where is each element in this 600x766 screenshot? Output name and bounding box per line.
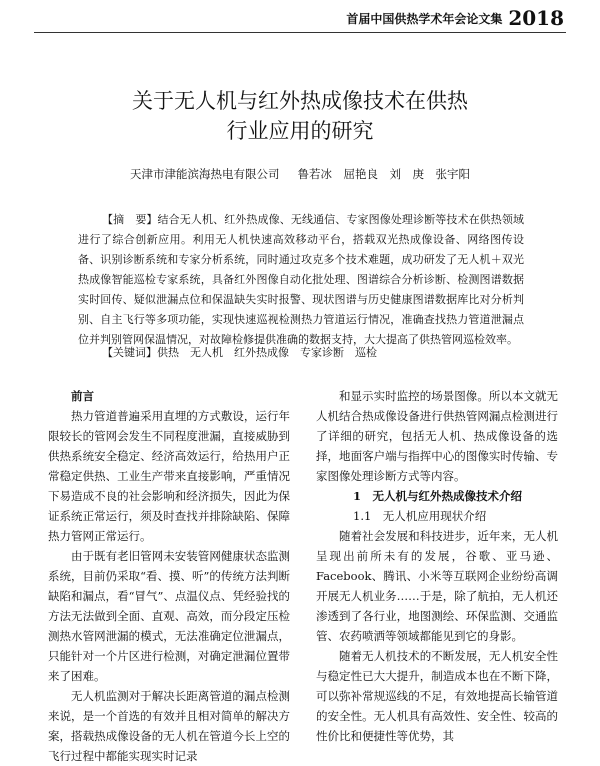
title-line-1: 关于无人机与红外热成像技术在供热	[132, 89, 468, 113]
abstract	[78, 210, 524, 350]
right-column	[316, 386, 558, 746]
subsection-heading-1-1: 1.1 无人机应用现状介绍	[353, 509, 487, 523]
author-line	[0, 166, 600, 182]
keywords-text: 供热 无人机 红外热成像 专家诊断 巡检	[157, 346, 377, 359]
body-paragraph: 随着无人机技术的不断发展，无人机安全性与稳定性已大大提升，制造成本也在不断下降，可以弥补常规巡线的不足，有效地提高长输管道的安全性。无人机具有高效性、安全性、较高的性价比和便捷性等优势，其	[316, 649, 558, 743]
header-rule	[34, 32, 566, 33]
body-paragraph: 热力管道普遍采用直埋的方式敷设，运行年限较长的管网会发生不同程度泄漏，直接威胁到供热系统安全稳定、经济高效运行，给热用户正常稳定供热、工业生产带来直接影响，严重情况下易造成不良的社会影响和经济损失，因此为保证系统正常运行，须及时查找并排除缺陷、保障热力管网正常运行。	[48, 409, 290, 543]
left-column	[48, 386, 290, 766]
running-head-title: 首届中国供热学术年会论文集	[346, 12, 503, 26]
paper-title	[0, 86, 600, 146]
keywords	[102, 344, 522, 360]
running-head-year: 2018	[508, 6, 564, 30]
abstract-text: 结合无人机、红外热成像、无线通信、专家图像处理诊断等技术在供热领域进行了综合创新应用。利用无人机快速高效移动平台，搭载双光热成像设备、网络图传设备、识别诊断系统和专家分析系统，同时通过攻克多个技术难题，成功研发了无人机＋双光热成像智能巡检专家系统，具备红外图像自动化批处理、图谱综合分析诊断、检测图谱数据实时回传、疑似泄漏点位和保温缺失实时报警、现状图谱与历史健康图谱数据库比对分析判别、自主飞行等多项功能，实现快速巡视检测热力管道运行情况，准确查找热力管道泄漏点位并判别管网保温情况，对故障检修提供准确的数据支持，大大提高了供热管网巡检效率。	[78, 213, 525, 346]
author-names: 鲁若冰 屈艳良 刘 庚 张宇阳	[297, 167, 470, 181]
body-paragraph: 随着社会发展和科技进步，近年来，无人机呈现出前所未有的发展，谷歌、亚马逊、Facebook、腾讯、小米等互联网企业纷纷高调开展无人机业务……于是，除了航拍，无人机还渗透到了各行业，地图测绘、环保监测、交通监管、农药喷洒等领域都能见到它的身影。	[316, 529, 558, 643]
running-head	[346, 6, 564, 30]
affiliation: 天津市津能滨海热电有限公司	[130, 167, 280, 181]
abstract-label: 【摘 要】	[102, 213, 158, 226]
body-paragraph: 由于既有老旧管网未安装管网健康状态监测系统，目前仍采取“看、摸、听”的传统方法判断缺陷和漏点，看“冒气”、点温仪点、凭经验找的方法无法做到全面、直观、高效，而分段定压检测热水管网泄漏的模式，无法准确定位泄漏点，只能针对一个片区进行检测，对确定泄漏位置带来了困难。	[48, 549, 290, 683]
title-line-2: 行业应用的研究	[226, 119, 374, 143]
body-paragraph: 无人机监测对于解决长距离管道的漏点检测来说，是一个首选的有效并且相对简单的解决方案，搭载热成像设备的无人机在管道今长上空的飞行过程中都能实现实时记录	[48, 689, 290, 763]
section-heading-preface: 前言	[71, 389, 94, 403]
section-heading-1: 1 无人机与红外热成像技术介绍	[353, 489, 522, 503]
body-paragraph: 和显示实时监控的场景图像。所以本文就无人机结合热成像设备进行供热管网漏点检测进行了详细的研究，包括无人机、热成像设备的选择，地面客户端与指挥中心的图像实时传输、专家图像处理诊断方式等内容。	[316, 389, 558, 483]
keywords-label: 【关键词】	[102, 346, 157, 359]
